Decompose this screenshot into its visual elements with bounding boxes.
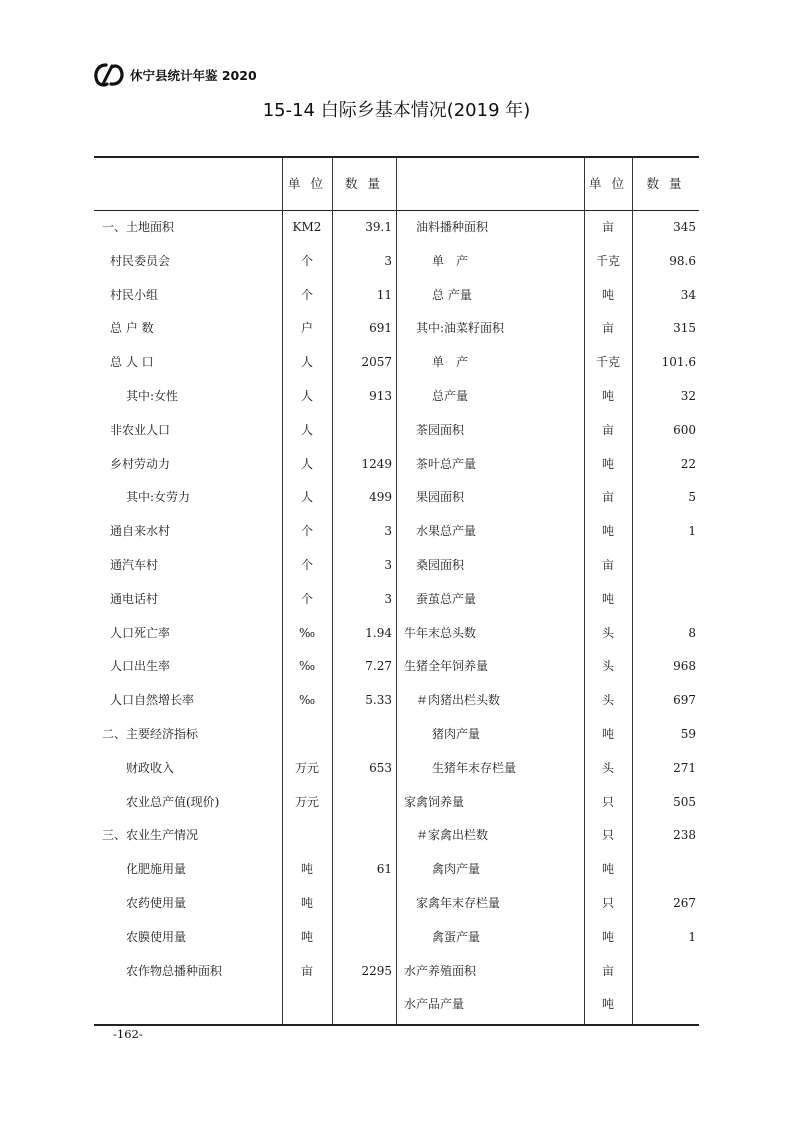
- item-label-right: 桑园面积: [416, 558, 465, 572]
- item-label-right: 单 产: [432, 355, 469, 370]
- item-unit-right: 吨: [601, 591, 614, 606]
- item-unit: 万元: [294, 794, 319, 809]
- item-quantity-right: 345: [673, 220, 696, 234]
- item-label: 二、主要经济指标: [102, 727, 199, 741]
- item-label-right: 水产养殖面积: [404, 963, 477, 978]
- item-label-right: 单 产: [432, 253, 469, 268]
- header-quantity-right: 数 量: [646, 176, 685, 191]
- item-unit: [282, 819, 332, 852]
- item-unit: 个: [300, 253, 313, 268]
- yearbook-logo-icon: [92, 62, 126, 88]
- item-unit-right: 头: [601, 625, 614, 640]
- item-unit: 亩: [300, 963, 313, 978]
- item-quantity-right: 697: [673, 693, 696, 708]
- item-quantity: 61: [376, 862, 392, 877]
- item-label-right: 牛年末总头数: [404, 625, 477, 640]
- item-label-right: 其中:油菜籽面积: [416, 321, 505, 336]
- item-label-right: 禽肉产量: [432, 862, 481, 877]
- item-quantity: 7.27: [365, 659, 392, 674]
- item-label-right: 油料播种面积: [416, 220, 489, 234]
- item-label-right: 生猪年末存栏量: [432, 760, 517, 775]
- item-quantity: 691: [369, 321, 392, 336]
- item-label: 农膜使用量: [126, 929, 187, 944]
- item-quantity-right: 238: [673, 828, 696, 843]
- table-bottom-rule: [94, 1024, 699, 1026]
- table-row: [94, 887, 699, 920]
- item-label-right: 茶园面积: [416, 422, 465, 437]
- item-quantity: 2295: [361, 963, 392, 978]
- item-quantity-right: 1: [688, 929, 696, 944]
- item-quantity-right: 34: [680, 287, 696, 302]
- table-row: [94, 312, 699, 345]
- item-unit: 吨: [300, 862, 313, 877]
- item-quantity-right: 1: [688, 524, 696, 539]
- item-unit: 户: [300, 321, 313, 336]
- item-label: 村民小组: [110, 287, 159, 302]
- item-unit: 个: [300, 558, 313, 572]
- table-row: [94, 481, 699, 514]
- item-label: [94, 988, 290, 1021]
- table-row: [94, 515, 699, 548]
- header-unit: 单 位: [288, 176, 326, 191]
- item-unit-right: 亩: [601, 422, 614, 437]
- item-label: 总 户 数: [110, 321, 154, 336]
- page-number: -162-: [113, 1027, 143, 1041]
- item-label: 其中:女劳力: [126, 490, 191, 505]
- item-label: 其中:女性: [126, 389, 179, 403]
- item-quantity: [332, 819, 392, 852]
- item-unit-right: 吨: [601, 862, 614, 877]
- item-quantity-right: 505: [673, 794, 696, 809]
- item-unit-right: 千克: [595, 253, 620, 268]
- table-header-row: [94, 157, 699, 211]
- item-quantity: [332, 988, 392, 1021]
- item-unit: 个: [300, 524, 313, 539]
- item-unit: 个: [300, 287, 313, 302]
- item-quantity: 2057: [361, 355, 392, 370]
- item-unit: 人: [300, 389, 313, 403]
- item-unit: ‰: [298, 659, 316, 674]
- item-unit: 人: [300, 355, 313, 370]
- item-unit-right: 只: [601, 794, 614, 809]
- item-unit-right: 亩: [601, 490, 614, 505]
- item-quantity-right: [632, 853, 696, 886]
- table-row: [94, 955, 699, 988]
- item-unit-right: 吨: [601, 524, 614, 539]
- item-unit-right: 吨: [601, 389, 614, 403]
- item-quantity-right: [632, 549, 696, 582]
- table-row: [94, 819, 699, 852]
- table-row: [94, 718, 699, 751]
- item-unit-right: 千克: [595, 355, 620, 370]
- item-quantity: 653: [369, 760, 392, 775]
- item-unit-right: 头: [601, 760, 614, 775]
- item-quantity: [332, 887, 392, 920]
- item-unit-right: 亩: [601, 963, 614, 978]
- item-unit: 个: [300, 591, 313, 606]
- item-unit: 人: [300, 456, 313, 471]
- table-row: [94, 414, 699, 447]
- table-row: [94, 684, 699, 717]
- table-row: [94, 853, 699, 886]
- item-unit: KM2: [292, 220, 322, 234]
- item-unit-right: 只: [601, 896, 614, 910]
- item-label: 人口死亡率: [110, 625, 171, 640]
- item-unit-right: 吨: [601, 929, 614, 944]
- table-row: [94, 988, 699, 1021]
- item-label: 通自来水村: [110, 524, 171, 539]
- item-quantity-right: 22: [680, 456, 696, 471]
- item-quantity: [332, 414, 392, 447]
- item-unit: ‰: [298, 625, 316, 640]
- item-quantity: 913: [369, 389, 392, 403]
- item-label-right: 家禽饲养量: [404, 794, 465, 809]
- item-label: 通汽车村: [110, 558, 159, 572]
- item-quantity-right: [632, 583, 696, 616]
- item-quantity-right: 271: [673, 760, 696, 775]
- item-label: 三、农业生产情况: [102, 828, 199, 843]
- item-unit-right: 吨: [601, 727, 614, 741]
- item-unit-right: 亩: [601, 321, 614, 336]
- item-unit: 人: [300, 422, 313, 437]
- table-row: [94, 752, 699, 785]
- item-label: 农作物总播种面积: [126, 963, 223, 978]
- item-quantity-right: 267: [673, 896, 696, 910]
- item-unit: 吨: [300, 929, 313, 944]
- item-label-right: 猪肉产量: [432, 727, 481, 741]
- table-row: [94, 346, 699, 379]
- item-label: 一、土地面积: [102, 220, 175, 234]
- item-quantity-right: 32: [680, 389, 696, 403]
- item-label: 人口出生率: [110, 659, 171, 674]
- item-label: 化肥施用量: [126, 862, 187, 877]
- item-unit-right: 亩: [601, 220, 614, 234]
- item-unit-right: 吨: [601, 287, 614, 302]
- table-row: [94, 786, 699, 819]
- item-quantity: 5.33: [365, 693, 392, 708]
- item-quantity: 3: [384, 524, 392, 539]
- item-unit-right: 亩: [601, 558, 614, 572]
- item-quantity-right: [632, 955, 696, 988]
- item-quantity-right: 968: [673, 659, 696, 674]
- item-quantity-right: 8: [688, 625, 696, 640]
- item-quantity: [332, 786, 392, 819]
- item-label-right: 总 产量: [432, 287, 472, 302]
- item-quantity-right: 5: [688, 490, 696, 505]
- item-quantity: 11: [376, 287, 392, 302]
- table-row: [94, 617, 699, 650]
- item-quantity-right: 315: [673, 321, 696, 336]
- item-label-right: 水果总产量: [416, 524, 477, 539]
- yearbook-title: 休宁县统计年鉴 2020: [130, 68, 257, 83]
- table-row: [94, 448, 699, 481]
- item-quantity: [332, 718, 392, 751]
- item-label-right: ＃肉猪出栏头数: [416, 693, 501, 708]
- item-quantity: 3: [384, 253, 392, 268]
- item-label: 农药使用量: [126, 896, 187, 910]
- item-label-right: 生猪全年饲养量: [404, 659, 489, 674]
- item-label: 人口自然增长率: [110, 693, 195, 708]
- item-label: 农业总产值(现价): [126, 794, 220, 809]
- item-label-right: 茶叶总产量: [416, 456, 477, 471]
- table-row: [94, 380, 699, 413]
- item-unit: 万元: [294, 760, 319, 775]
- page-title: 15-14 白际乡基本情况(2019 年): [262, 100, 531, 121]
- item-label-right: 水产品产量: [404, 997, 465, 1012]
- table-row: [94, 650, 699, 683]
- item-quantity-right: 600: [673, 422, 696, 437]
- item-quantity: [332, 921, 392, 954]
- item-quantity: 499: [369, 490, 392, 505]
- item-label-right: 果园面积: [416, 490, 465, 505]
- item-quantity-right: 101.6: [661, 355, 696, 370]
- table-row: [94, 921, 699, 954]
- table-row: [94, 549, 699, 582]
- item-label-right: 家禽年末存栏量: [416, 896, 501, 910]
- item-unit-right: 吨: [601, 997, 614, 1012]
- item-quantity: 3: [384, 558, 392, 572]
- item-label: 村民委员会: [110, 253, 171, 268]
- header-quantity: 数 量: [345, 176, 383, 191]
- table-row: [94, 279, 699, 312]
- item-unit: 人: [300, 490, 313, 505]
- item-unit-right: 头: [601, 659, 614, 674]
- item-unit-right: 头: [601, 693, 614, 708]
- item-label-right: ＃家禽出栏数: [416, 828, 489, 843]
- item-quantity: 3: [384, 591, 392, 606]
- item-quantity-right: 98.6: [669, 253, 696, 268]
- item-unit-right: 吨: [601, 456, 614, 471]
- item-unit-right: 只: [601, 828, 614, 843]
- item-label-right: 总产量: [432, 389, 469, 403]
- item-quantity: 39.1: [365, 220, 392, 234]
- table-row: [94, 245, 699, 278]
- table-row: [94, 583, 699, 616]
- item-quantity-right: 59: [680, 727, 696, 741]
- item-label: 非农业人口: [110, 422, 171, 437]
- header-unit-right: 单 位: [589, 176, 627, 191]
- item-unit: ‰: [298, 693, 316, 708]
- item-unit: 吨: [300, 896, 313, 910]
- item-unit: [282, 718, 332, 751]
- page-header: [92, 62, 257, 88]
- item-label: 财政收入: [126, 760, 175, 775]
- item-label-right: 禽蛋产量: [432, 929, 481, 944]
- item-label: 乡村劳动力: [110, 456, 171, 471]
- item-quantity: 1.94: [365, 625, 392, 640]
- item-label: 通电话村: [110, 591, 159, 606]
- item-quantity: 1249: [361, 456, 392, 471]
- item-quantity-right: [632, 988, 696, 1021]
- item-unit: [282, 988, 332, 1021]
- item-label-right: 蚕茧总产量: [416, 591, 477, 606]
- item-label: 总 人 口: [110, 355, 154, 370]
- table-row: [94, 211, 699, 244]
